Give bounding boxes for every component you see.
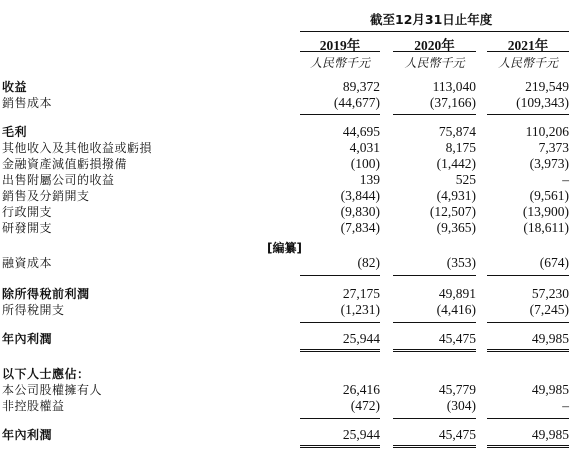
year-2019: 2019年 xyxy=(319,38,361,53)
row-value: (37,166) xyxy=(429,95,476,110)
row-value: 57,230 xyxy=(531,286,569,301)
row-label-income-tax: 所得稅開支 xyxy=(2,303,65,317)
row-value: 89,372 xyxy=(342,79,380,94)
year-underline-2019 xyxy=(300,51,380,52)
total-double-line-2020 xyxy=(393,349,476,352)
row-label-non-controlling: 非控股權益 xyxy=(2,399,65,413)
subtotal-line-2019 xyxy=(300,418,380,419)
row-value: (1,231) xyxy=(340,302,380,317)
row-value: 49,985 xyxy=(531,331,569,346)
row-value: 45,779 xyxy=(438,382,476,397)
row-label-owners: 本公司股權擁有人 xyxy=(2,383,103,397)
subtotal-line-2020 xyxy=(393,275,476,276)
row-value: 49,985 xyxy=(531,382,569,397)
row-value: – xyxy=(562,172,569,187)
row-value: (674) xyxy=(539,255,569,270)
row-value: 26,416 xyxy=(342,382,380,397)
row-value: (304) xyxy=(446,398,476,413)
row-value: (12,507) xyxy=(429,204,476,219)
row-value: (44,677) xyxy=(333,95,380,110)
row-value: 49,891 xyxy=(438,286,476,301)
row-label-disposal-gain: 出售附屬公司的收益 xyxy=(2,173,115,187)
row-value: (109,343) xyxy=(516,95,569,110)
period-underline xyxy=(300,31,569,32)
row-value: 139 xyxy=(359,172,380,187)
year-2020: 2020年 xyxy=(414,38,455,53)
row-value: (82) xyxy=(357,255,380,270)
row-value: 45,475 xyxy=(438,331,476,346)
total-double-line-2019 xyxy=(300,445,380,448)
total-double-line-2021 xyxy=(487,445,569,448)
row-value: (13,900) xyxy=(522,204,569,219)
row-value: 45,475 xyxy=(438,427,476,442)
row-value: (9,561) xyxy=(529,188,569,203)
redacted-note: [編纂] xyxy=(267,241,302,255)
row-label-finance-costs: 融資成本 xyxy=(2,256,53,270)
subtotal-line-2020 xyxy=(393,114,476,115)
row-value: (7,834) xyxy=(340,220,380,235)
row-label-profit-for-year: 年內利潤 xyxy=(2,332,53,346)
row-value: (4,931) xyxy=(436,188,476,203)
row-value: 25,944 xyxy=(342,331,380,346)
row-label-cost-of-sales: 銷售成本 xyxy=(2,96,53,110)
row-value: (3,844) xyxy=(340,188,380,203)
row-value: 25,944 xyxy=(342,427,380,442)
year-underline-2020 xyxy=(393,51,476,52)
row-value: – xyxy=(562,398,569,413)
row-value: (472) xyxy=(350,398,380,413)
row-value: (9,365) xyxy=(436,220,476,235)
row-value: (3,973) xyxy=(529,156,569,171)
row-label-selling-expenses: 銷售及分銷開支 xyxy=(2,189,90,203)
row-label-rnd-expenses: 研發開支 xyxy=(2,221,53,235)
subtotal-line-2019 xyxy=(300,114,380,115)
row-value: (4,416) xyxy=(436,302,476,317)
row-label-other-income: 其他收入及其他收益或虧損 xyxy=(2,141,153,155)
currency-2019: 人民幣千元 xyxy=(309,56,370,70)
total-double-line-2019 xyxy=(300,349,380,352)
row-value: 4,031 xyxy=(349,140,380,155)
row-value: 27,175 xyxy=(342,286,380,301)
row-value: 8,175 xyxy=(445,140,476,155)
currency-2020: 人民幣千元 xyxy=(404,56,465,70)
row-label-attributable-to: 以下人士應佔： xyxy=(2,367,90,381)
row-value: 525 xyxy=(455,172,476,187)
period-header: 截至12月31日止年度 xyxy=(370,12,493,27)
total-double-line-2020 xyxy=(393,445,476,448)
subtotal-line-2019 xyxy=(300,275,380,276)
row-value: (7,245) xyxy=(529,302,569,317)
subtotal-line-2021 xyxy=(487,418,569,419)
row-value: 49,985 xyxy=(531,427,569,442)
row-value: (1,442) xyxy=(436,156,476,171)
currency-2021: 人民幣千元 xyxy=(497,56,558,70)
row-label-profit-before-tax: 除所得稅前利潤 xyxy=(2,287,90,301)
row-label-admin-expenses: 行政開支 xyxy=(2,205,53,219)
row-value: (9,830) xyxy=(340,204,380,219)
year-2021: 2021年 xyxy=(507,38,549,53)
row-label-impairment: 金融資產減值虧損撥備 xyxy=(2,157,128,171)
row-value: 110,206 xyxy=(525,124,569,139)
year-underline-2021 xyxy=(487,51,569,52)
subtotal-line-2021 xyxy=(487,322,569,323)
row-label-gross-profit: 毛利 xyxy=(2,125,28,139)
row-value: 75,874 xyxy=(438,124,476,139)
row-label-revenue: 收益 xyxy=(2,80,28,94)
subtotal-line-2020 xyxy=(393,418,476,419)
subtotal-line-2019 xyxy=(300,322,380,323)
row-value: (353) xyxy=(446,255,476,270)
total-double-line-2021 xyxy=(487,349,569,352)
subtotal-line-2020 xyxy=(393,322,476,323)
subtotal-line-2021 xyxy=(487,114,569,115)
row-value: (18,611) xyxy=(523,220,569,235)
row-value: (100) xyxy=(350,156,380,171)
row-value: 219,549 xyxy=(525,79,569,94)
row-label-profit-for-year-total: 年內利潤 xyxy=(2,428,53,442)
row-value: 44,695 xyxy=(342,124,380,139)
row-value: 7,373 xyxy=(538,140,569,155)
subtotal-line-2021 xyxy=(487,275,569,276)
row-value: 113,040 xyxy=(432,79,476,94)
